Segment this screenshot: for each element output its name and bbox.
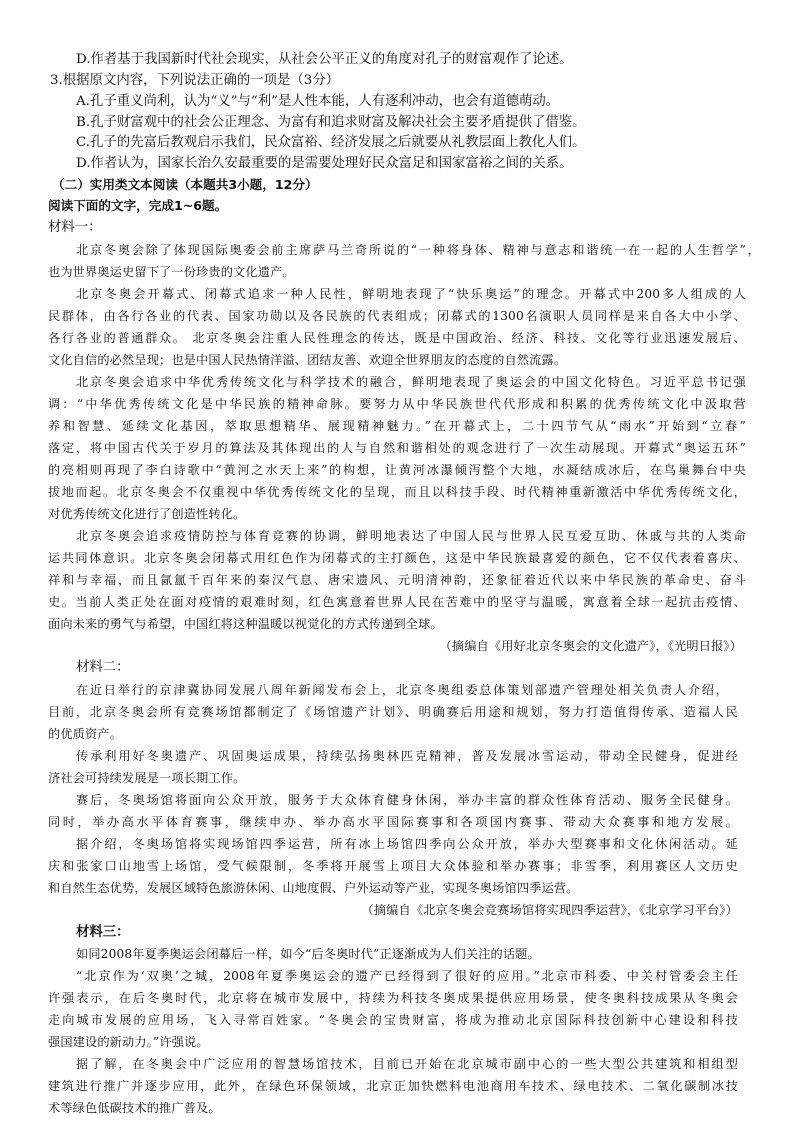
material2-line: 据介绍，冬奥场馆将实现场馆四季运营，所有冰上场馆四季向公众开放，举办大型赛事和文化休闲活动。延 — [76, 837, 738, 851]
material3-line: 强国建设的新动力。”许强说。 — [48, 1035, 209, 1049]
material2-line: 目前，北京冬奥会所有竞赛场馆都制定了《场馆遗产计划》、明确赛后用途和规划，努力打造值得传承、造福人民 — [48, 705, 738, 719]
q3-option-c: C.孔子的先富后教观启示我们，民众富裕、经济发展之后就要从礼教层面上教化人们。 — [76, 135, 586, 150]
material3-line: 许强表示，在后冬奥时代，北京将在城市发展中，持续为科技冬奥成果提供应用场景，使冬奥科技成果从冬奥会 — [48, 991, 738, 1005]
material3-label: 材料三： — [76, 924, 130, 940]
material2-source: （摘编自《北京冬奥会竞赛场馆将实现四季运营》，《北京学习平台》） — [361, 903, 738, 917]
material1-line: 北京冬奥会追求疫情防控与体育竞赛的协调，鲜明地表达了中国人民与世界人民互爱互助、休戚与共的人类命 — [76, 529, 746, 543]
q3-option-d: D.作者认为，国家长治久安最重要的是需要处理好民众富足和国家富裕之间的关系。 — [76, 156, 573, 171]
material3-line: 术等绿色低碳技术的推广普及。 — [48, 1101, 221, 1115]
material2-line: 赛后，冬奥场馆将面向公众开放，服务于大众体育健身休闲，举办丰富的群众性体育活动、服务全民健身。 — [76, 793, 738, 807]
material2-line: 济社会可持续发展是一项长期工作。 — [48, 771, 246, 785]
section2-heading: （二）实用类文本阅读（本题共3小题，12分） — [52, 177, 318, 192]
material3-line: 走向城市发展的应用场，飞入寻常百姓家。“冬奥会的宝贵财富，将成为推动北京国际科技创新中心建设和科技 — [48, 1013, 738, 1027]
material2-line: 同时，举办高水平体育赛事，继续申办、举办高水平国际赛事和各项国内赛事、带动大众赛事和地方发展。 — [48, 815, 738, 829]
material2-line: 和自然生态优势，发展区域特色旅游休闲、山地度假、户外运动等产业，实现冬奥场馆四季运营。 — [48, 881, 579, 895]
material1-line: 也为世界奥运史留下了一份珍贵的文化遗产。 — [48, 265, 295, 279]
material1-line: 民群体，由各行各业的代表、国家功勋以及各民族的代表组成；闭幕式的1300名演职人员同样是来自各大中小学、 — [48, 309, 746, 323]
material1-line: 运共同体意识。北京冬奥会闭幕式用红色作为闭幕式的主打颜色，这是中华民族最喜爱的颜色，它不仅代表着喜庆、 — [48, 551, 746, 565]
material1-line: 对优秀传统文化进行了创造性转化。 — [48, 507, 246, 521]
material1-line: 祥和与幸福，而且氤氲千百年来的秦汉气息、唐宋遗风、元明清神韵，还象征着近代以来中华民族的革命史、奋斗 — [48, 573, 746, 587]
material1-line: 面向未来的勇气与希望，中国红将这种温暖以视觉化的方式传递到全球。 — [48, 617, 443, 631]
material1-line: 养和智慧、延续文化基因，萃取思想精华、展现精神魅力。”在开幕式上，二十四节气从“雨水”开始到“立春” — [48, 419, 746, 433]
material1-label: 材料一： — [48, 220, 102, 235]
material3-line: 如同2008年夏季奥运会闭幕后一样，如今“后冬奥时代”正逐渐成为人们关注的话题。 — [76, 947, 540, 961]
material3-line: “北京作为‘双奥’之城，2008年夏季奥运会的遗产已经得到了很好的应用。”北京市科委、中关村管委会主任 — [76, 969, 738, 983]
material1-line: 北京冬奥会追求中华优秀传统文化与科学技术的融合，鲜明地表现了奥运会的中国文化特色。习近平总书记强 — [76, 375, 746, 389]
material3-line: 据了解，在冬奥会中广泛应用的智慧场馆技术，目前已开始在北京城市副中心的一些大型公共建筑和相组型 — [76, 1057, 738, 1071]
material2-line: 传承利用好冬奥遗产、巩固奥运成果，持续弘扬奥林匹克精神，普及发展冰雪运动，带动全民健身，促进经 — [76, 749, 738, 763]
material3-line: 建筑进行推广并逐步应用，此外，在绿色环保领域，北京正加快燃料电池商用车技术、绿电技术、二氧化碳制冰技 — [48, 1079, 738, 1093]
material2-line: 在近日举行的京津冀协同发展八周年新闻发布会上，北京冬奥组委总体策划部遗产管理处相关负责人介绍， — [76, 683, 728, 697]
q3-option-b: B.孔子财富观中的社会公正理念、为富有和追求财富及解决社会主要矛盾提供了借鉴。 — [76, 115, 586, 130]
material1-line: 各行各业的普通群众。 北京冬奥会注重人民性理念的传达，既是中国政治、经济、科技、文化等行业迅速发展后、 — [48, 331, 746, 345]
material1-line: 文化自信的必然呈现；也是中国人民热情洋溢、团结友善、欢迎全世界朋友的态度的自然流露。 — [48, 353, 567, 367]
section2-instruction: 阅读下面的文字，完成1~6题。 — [48, 198, 228, 213]
material1-line: 拔地而起。北京冬奥会不仅重视中华优秀传统文化的呈现，而且以科技手段、时代精神重新激活中华优秀传统文化， — [48, 485, 746, 499]
material2-label: 材料二： — [76, 660, 130, 675]
q3-option-a: A.孔子重义尚利，认为“义”与“利”是人性本能，人有逐利冲动，也会有道德萌动。 — [76, 94, 560, 109]
material1-line: 北京冬奥会开幕式、闭幕式追求一种人民性，鲜明地表现了“快乐奥运”的理念。开幕式中200多人组成的人 — [76, 287, 746, 301]
material1-source: （摘编自《用好北京冬奥会的文化遗产》，《光明日报》） — [439, 639, 742, 653]
material1-line: 落定，将中国古代关于岁月的算法及其体现出的人与自然和谐相处的观念进行了一次生动展现。开幕式“奥运五环” — [48, 441, 746, 455]
material1-line: 调：“中华优秀传统文化是中华民族的精神命脉。要努力从中华民族世代代形成和积累的优秀传统文化中汲取营 — [48, 397, 746, 411]
material1-line: 北京冬奥会除了体现国际奥委会前主席萨马兰奇所说的“一种将身体、精神与意志和谐统一在一起的人生哲学”， — [76, 243, 760, 257]
material1-line: 的亮相则再现了李白诗歌中“黄河之水天上来”的构想，让黄河冰瀑倾泻整个大地，水凝结成冰后，在鸟巢舞台中央 — [48, 463, 746, 477]
material2-line: 的优质资产。 — [48, 727, 123, 741]
q2-option-d: D.作者基于我国新时代社会现实，从社会公平正义的角度对孔子的财富观作了论述。 — [76, 52, 573, 67]
material1-line: 史。当前人类正处在面对疫情的艰难时刻，红色寓意着世界人民在苦难中的坚守与温暖，寓意着全球一起抗击疫情、 — [48, 595, 746, 609]
material2-line: 庆和张家口山地雪上场馆，受气候限制，冬季将开展雪上项目大众体验和举办赛事；非雪季，利用赛区人文历史 — [48, 859, 738, 873]
q3-stem: 3.根据原文内容，下列说法正确的一项是（3分） — [50, 73, 340, 88]
